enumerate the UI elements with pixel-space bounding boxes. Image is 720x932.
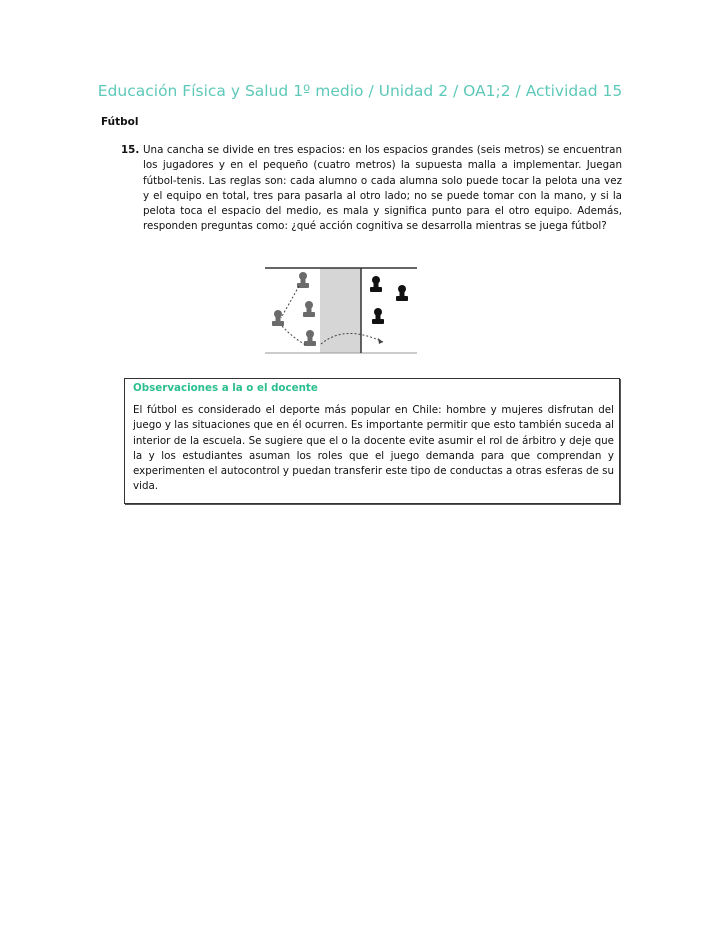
- activity-item: [121, 143, 622, 235]
- activity-text: Una cancha se divide en tres espacios: en los espacios grandes (seis metros) se encuentran los jugadores y en el pequeño (cuatro metros) la supuesta malla a implementar. Juegan fútbol-tenis. Las reglas son: cada alumno o cada alumna solo puede tocar la pelota una vez y el equipo en total, tres para pasarla al otro lado; no se puede tomar con la mano, y si la pelota toca el espacio del medio, es mala y significa punto para el otro equipo. Además, responden preguntas como: ¿qué acción cognitiva se desarrolla mientras se juega fútbol?: [143, 144, 622, 233]
- player-icon-left-team: [272, 272, 316, 346]
- section-heading: Fútbol: [101, 116, 139, 128]
- observations-title: Observaciones a la o el docente: [133, 382, 318, 394]
- field-diagram: [265, 266, 417, 355]
- player-icon-right-team: [370, 276, 408, 324]
- activity-number: 15.: [121, 144, 140, 156]
- page-title: Educación Física y Salud 1º medio / Unidad 2 / OA1;2 / Actividad 15: [97, 82, 623, 100]
- observations-text: El fútbol es considerado el deporte más popular en Chile: hombre y mujeres disfrutan del juego y las situaciones que en él ocurren. Es importante permitir que esto también suceda al interior de la escuela. Se sugiere que el o la docente evite asumir el rol de árbitro y deje que la y los estudiantes asuman los roles que el juego demanda para que comprendan y experimenten el autocontrol y puedan transferir este tipo de conductas a otras esferas de su vida.: [133, 404, 614, 493]
- teacher-observations-box: [124, 378, 620, 504]
- middle-zone: [320, 268, 361, 353]
